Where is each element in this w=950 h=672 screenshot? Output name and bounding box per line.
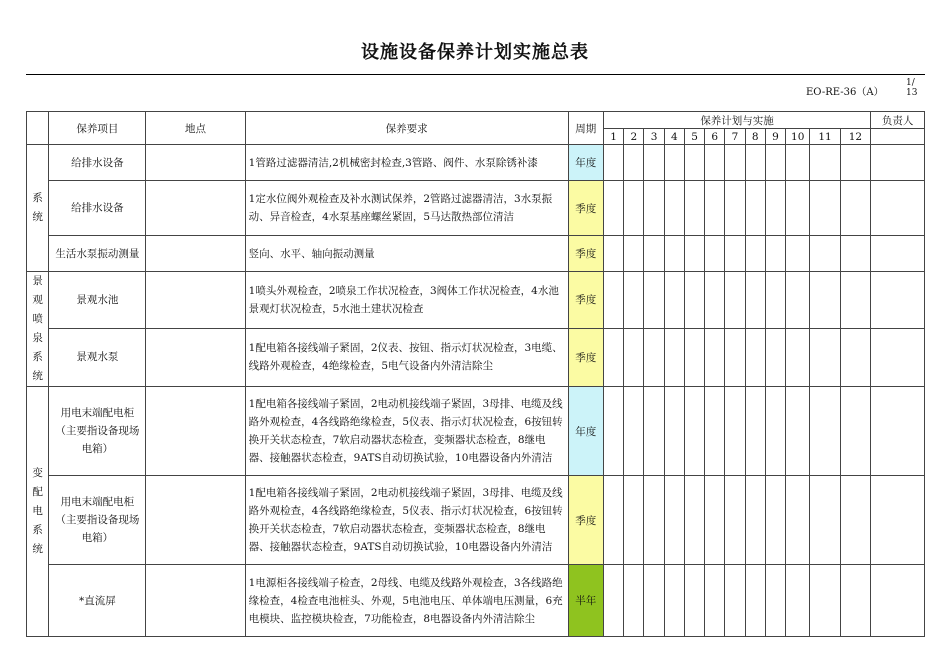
- month-cell: [725, 181, 745, 236]
- month-cell: [624, 476, 644, 565]
- month-cell: [603, 236, 623, 272]
- table-row: [27, 236, 925, 272]
- month-header: 1: [603, 129, 623, 145]
- month-header: 12: [840, 129, 870, 145]
- month-cell: [786, 145, 810, 181]
- group-label-text: 变 配 电 系 统: [32, 467, 43, 555]
- table-row: [27, 181, 925, 236]
- table-row: [27, 272, 925, 329]
- month-cell: [603, 476, 623, 565]
- month-cell: [664, 328, 684, 386]
- table-row: [27, 476, 925, 565]
- maintenance-plan-table: [26, 111, 925, 637]
- month-cell: [745, 476, 765, 565]
- month-cell: [765, 328, 785, 386]
- group-label: [27, 272, 49, 387]
- month-cell: [705, 272, 725, 329]
- month-cell: [624, 272, 644, 329]
- month-cell: [765, 387, 785, 476]
- month-cell: [624, 387, 644, 476]
- month-cell: [725, 272, 745, 329]
- location-cell: [146, 236, 245, 272]
- month-cell: [810, 565, 840, 637]
- month-cell: [644, 328, 664, 386]
- month-cell: [786, 387, 810, 476]
- month-cell: [644, 236, 664, 272]
- month-cell: [725, 387, 745, 476]
- month-header: 9: [765, 129, 785, 145]
- month-cell: [810, 328, 840, 386]
- item-cell: 景观水池: [49, 272, 146, 329]
- month-header: 5: [684, 129, 704, 145]
- location-cell: [146, 145, 245, 181]
- owner-cell: [871, 565, 925, 637]
- owner-sub-header: [871, 129, 925, 145]
- month-cell: [745, 181, 765, 236]
- month-cell: [786, 181, 810, 236]
- page-title: 设施设备保养计划实施总表: [361, 42, 589, 63]
- item-cell: 给排水设备: [49, 145, 146, 181]
- col-header-location: 地点: [146, 112, 245, 145]
- month-cell: [810, 181, 840, 236]
- cycle-cell: 季度: [568, 236, 603, 272]
- owner-cell: [871, 181, 925, 236]
- month-cell: [725, 565, 745, 637]
- month-cell: [684, 387, 704, 476]
- month-cell: [664, 387, 684, 476]
- month-cell: [745, 236, 765, 272]
- location-cell: [146, 328, 245, 386]
- item-cell: 用电末端配电柜（主要指设备现场电箱）: [49, 387, 146, 476]
- month-cell: [705, 145, 725, 181]
- month-cell: [664, 181, 684, 236]
- month-cell: [644, 387, 664, 476]
- owner-cell: [871, 387, 925, 476]
- table-row: [27, 565, 925, 637]
- location-cell: [146, 387, 245, 476]
- month-cell: [765, 272, 785, 329]
- page-number-current: 1/: [906, 78, 915, 88]
- table-row: [27, 387, 925, 476]
- month-cell: [786, 328, 810, 386]
- month-cell: [786, 236, 810, 272]
- month-cell: [840, 387, 870, 476]
- month-cell: [840, 181, 870, 236]
- month-cell: [644, 145, 664, 181]
- cycle-cell: 年度: [568, 145, 603, 181]
- group-label-text: 系 统: [32, 192, 43, 223]
- location-cell: [146, 181, 245, 236]
- month-cell: [745, 328, 765, 386]
- month-cell: [745, 387, 765, 476]
- month-cell: [840, 236, 870, 272]
- owner-cell: [871, 272, 925, 329]
- owner-cell: [871, 236, 925, 272]
- month-cell: [644, 181, 664, 236]
- month-cell: [603, 565, 623, 637]
- month-cell: [840, 476, 870, 565]
- month-cell: [603, 145, 623, 181]
- cycle-cell: 季度: [568, 328, 603, 386]
- month-cell: [644, 272, 664, 329]
- item-cell: 生活水泵振动测量: [49, 236, 146, 272]
- month-cell: [684, 476, 704, 565]
- month-cell: [664, 272, 684, 329]
- cycle-cell: 季度: [568, 272, 603, 329]
- month-cell: [705, 476, 725, 565]
- month-cell: [705, 181, 725, 236]
- month-cell: [725, 328, 745, 386]
- month-cell: [786, 476, 810, 565]
- month-cell: [624, 181, 644, 236]
- month-header: 6: [705, 129, 725, 145]
- month-cell: [624, 328, 644, 386]
- month-header: 10: [786, 129, 810, 145]
- page-number: [906, 78, 917, 98]
- month-cell: [765, 145, 785, 181]
- requirement-cell: 1配电箱各接线端子紧固，2电动机接线端子紧固，3母排、电缆及线路外观检查，4各线路绝缘检查，5仪表、指示灯状况检查，6按钮转换开关状态检查，7软启动器状态检查，变频器状态检查，8继电器、接触器状态检查，9ATS自动切换试验，10电器设备内外清洁: [245, 476, 568, 565]
- requirement-cell: 1喷头外观检查，2喷泉工作状况检查，3阀体工作状况检查，4水池景观灯状况检查，5水池土建状况检查: [245, 272, 568, 329]
- header-row: [27, 112, 925, 129]
- month-cell: [765, 181, 785, 236]
- cycle-cell: 季度: [568, 476, 603, 565]
- month-cell: [684, 272, 704, 329]
- cycle-cell: 半年: [568, 565, 603, 637]
- month-cell: [644, 565, 664, 637]
- month-cell: [786, 272, 810, 329]
- group-header-cell: [27, 112, 49, 145]
- month-cell: [624, 145, 644, 181]
- col-header-item: 保养项目: [49, 112, 146, 145]
- month-cell: [765, 476, 785, 565]
- month-cell: [810, 145, 840, 181]
- month-header: 11: [810, 129, 840, 145]
- page-number-total: 13: [906, 88, 918, 98]
- requirement-cell: 1管路过滤器清洁,2机械密封检查,3管路、阀件、水泵除锈补漆: [245, 145, 568, 181]
- item-cell: 用电末端配电柜（主要指设备现场电箱）: [49, 476, 146, 565]
- requirement-cell: 竖向、水平、轴向振动测量: [245, 236, 568, 272]
- month-cell: [840, 272, 870, 329]
- col-header-requirement: 保养要求: [245, 112, 568, 145]
- month-cell: [664, 476, 684, 565]
- month-cell: [810, 272, 840, 329]
- month-cell: [765, 236, 785, 272]
- month-cell: [840, 565, 870, 637]
- month-cell: [840, 145, 870, 181]
- group-label-text: 景 观 喷 泉 系 统: [32, 275, 43, 382]
- owner-cell: [871, 145, 925, 181]
- month-cell: [745, 272, 765, 329]
- month-cell: [725, 236, 745, 272]
- month-header: 7: [725, 129, 745, 145]
- doc-number: EO-RE-36（A）: [806, 87, 884, 98]
- month-cell: [705, 328, 725, 386]
- col-header-cycle: 周期: [568, 112, 603, 145]
- month-cell: [624, 565, 644, 637]
- month-cell: [725, 476, 745, 565]
- month-cell: [664, 145, 684, 181]
- owner-cell: [871, 476, 925, 565]
- month-cell: [603, 328, 623, 386]
- month-cell: [765, 565, 785, 637]
- month-cell: [603, 387, 623, 476]
- month-cell: [725, 145, 745, 181]
- month-cell: [644, 476, 664, 565]
- requirement-cell: 1电源柜各接线端子检查，2母线、电缆及线路外观检查，3各线路绝缘检查，4检查电池桩头、外观，5电池电压、单体端电压测量，6充电模块、监控模块检查，7功能检查，8电器设备内外清洁除尘: [245, 565, 568, 637]
- item-cell: *直流屏: [49, 565, 146, 637]
- month-cell: [840, 328, 870, 386]
- month-cell: [810, 236, 840, 272]
- month-cell: [786, 565, 810, 637]
- month-header: 3: [644, 129, 664, 145]
- group-label: [27, 145, 49, 272]
- title-rule: [26, 74, 925, 75]
- cycle-cell: 季度: [568, 181, 603, 236]
- month-cell: [684, 236, 704, 272]
- cycle-cell: 年度: [568, 387, 603, 476]
- month-cell: [684, 565, 704, 637]
- requirement-cell: 1配电箱各接线端子紧固，2电动机接线端子紧固，3母排、电缆及线路外观检查，4各线路绝缘检查，5仪表、指示灯状况检查，6按钮转换开关状态检查，7软启动器状态检查，变频器状态检查，8继电器、接触器状态检查，9ATS自动切换试验，10电器设备内外清洁: [245, 387, 568, 476]
- location-cell: [146, 476, 245, 565]
- month-cell: [684, 145, 704, 181]
- month-cell: [684, 328, 704, 386]
- month-cell: [705, 236, 725, 272]
- table-row: [27, 328, 925, 386]
- month-cell: [684, 181, 704, 236]
- month-cell: [810, 387, 840, 476]
- month-header: 4: [664, 129, 684, 145]
- location-cell: [146, 272, 245, 329]
- col-header-plan: 保养计划与实施: [603, 112, 870, 129]
- item-cell: 景观水泵: [49, 328, 146, 386]
- month-cell: [705, 565, 725, 637]
- month-cell: [745, 565, 765, 637]
- col-header-owner: 负责人: [871, 112, 925, 129]
- month-cell: [664, 236, 684, 272]
- month-cell: [603, 181, 623, 236]
- item-cell: 给排水设备: [49, 181, 146, 236]
- month-cell: [664, 565, 684, 637]
- requirement-cell: 1定水位阀外观检查及补水测试保养，2管路过滤器清洁，3水泵振动、异音检查，4水泵基座螺丝紧固，5马达散热部位清洁: [245, 181, 568, 236]
- location-cell: [146, 565, 245, 637]
- month-header: 2: [624, 129, 644, 145]
- group-label: [27, 387, 49, 637]
- owner-cell: [871, 328, 925, 386]
- month-cell: [745, 145, 765, 181]
- month-cell: [603, 272, 623, 329]
- requirement-cell: 1配电箱各接线端子紧固，2仪表、按钮、指示灯状况检查，3电缆、线路外观检查，4绝缘检查，5电气设备内外清洁除尘: [245, 328, 568, 386]
- month-cell: [810, 476, 840, 565]
- month-cell: [705, 387, 725, 476]
- table-row: [27, 145, 925, 181]
- month-header: 8: [745, 129, 765, 145]
- month-cell: [624, 236, 644, 272]
